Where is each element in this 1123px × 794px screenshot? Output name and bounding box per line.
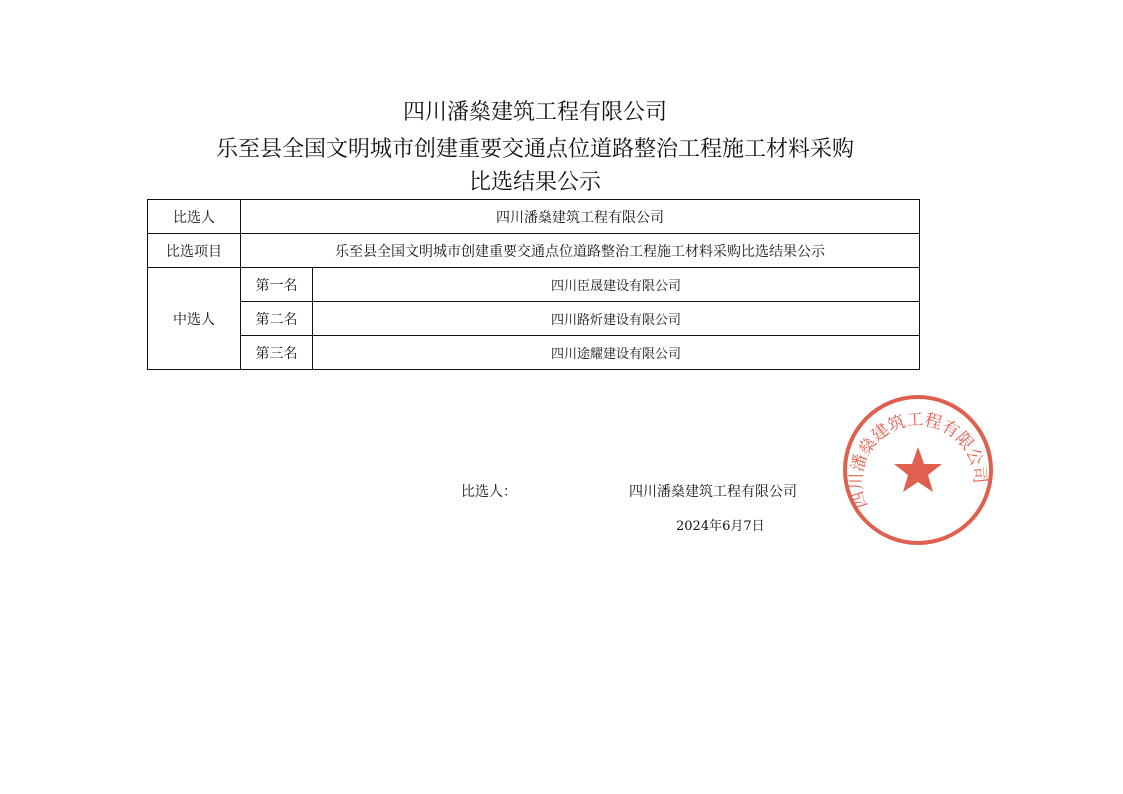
result-table xyxy=(147,199,920,370)
title-company: 四川潘燊建筑工程有限公司 xyxy=(402,100,667,125)
signature-date: 2024年6月7日 xyxy=(676,519,765,534)
winner-2: 四川路炘建设有限公司 xyxy=(313,302,920,336)
table-row xyxy=(148,268,920,302)
rank-1: 第一名 xyxy=(241,268,313,302)
selector-label: 比选人 xyxy=(148,200,241,234)
signature-label: 比选人： xyxy=(461,484,517,500)
star-icon xyxy=(894,447,942,492)
project-label: 比选项目 xyxy=(148,234,241,268)
table-row xyxy=(148,200,920,234)
company-seal xyxy=(840,392,996,548)
winner-3: 四川途耀建设有限公司 xyxy=(313,336,920,370)
rank-2: 第二名 xyxy=(241,302,313,336)
signature-company: 四川潘燊建筑工程有限公司 xyxy=(629,484,797,500)
title-project: 乐至县全国文明城市创建重要交通点位道路整治工程施工材料采购 xyxy=(215,137,854,162)
winner-1: 四川臣晟建设有限公司 xyxy=(313,268,920,302)
table-row xyxy=(148,336,920,370)
project-value: 乐至县全国文明城市创建重要交通点位道路整治工程施工材料采购比选结果公示 xyxy=(241,234,920,268)
winner-label: 中选人 xyxy=(148,268,241,370)
svg-text:四川潘燊建筑工程有限公司: 四川潘燊建筑工程有限公司 xyxy=(846,409,990,511)
rank-3: 第三名 xyxy=(241,336,313,370)
selector-value: 四川潘燊建筑工程有限公司 xyxy=(241,200,920,234)
title-notice: 比选结果公示 xyxy=(468,170,601,195)
table-row xyxy=(148,234,920,268)
table-row xyxy=(148,302,920,336)
